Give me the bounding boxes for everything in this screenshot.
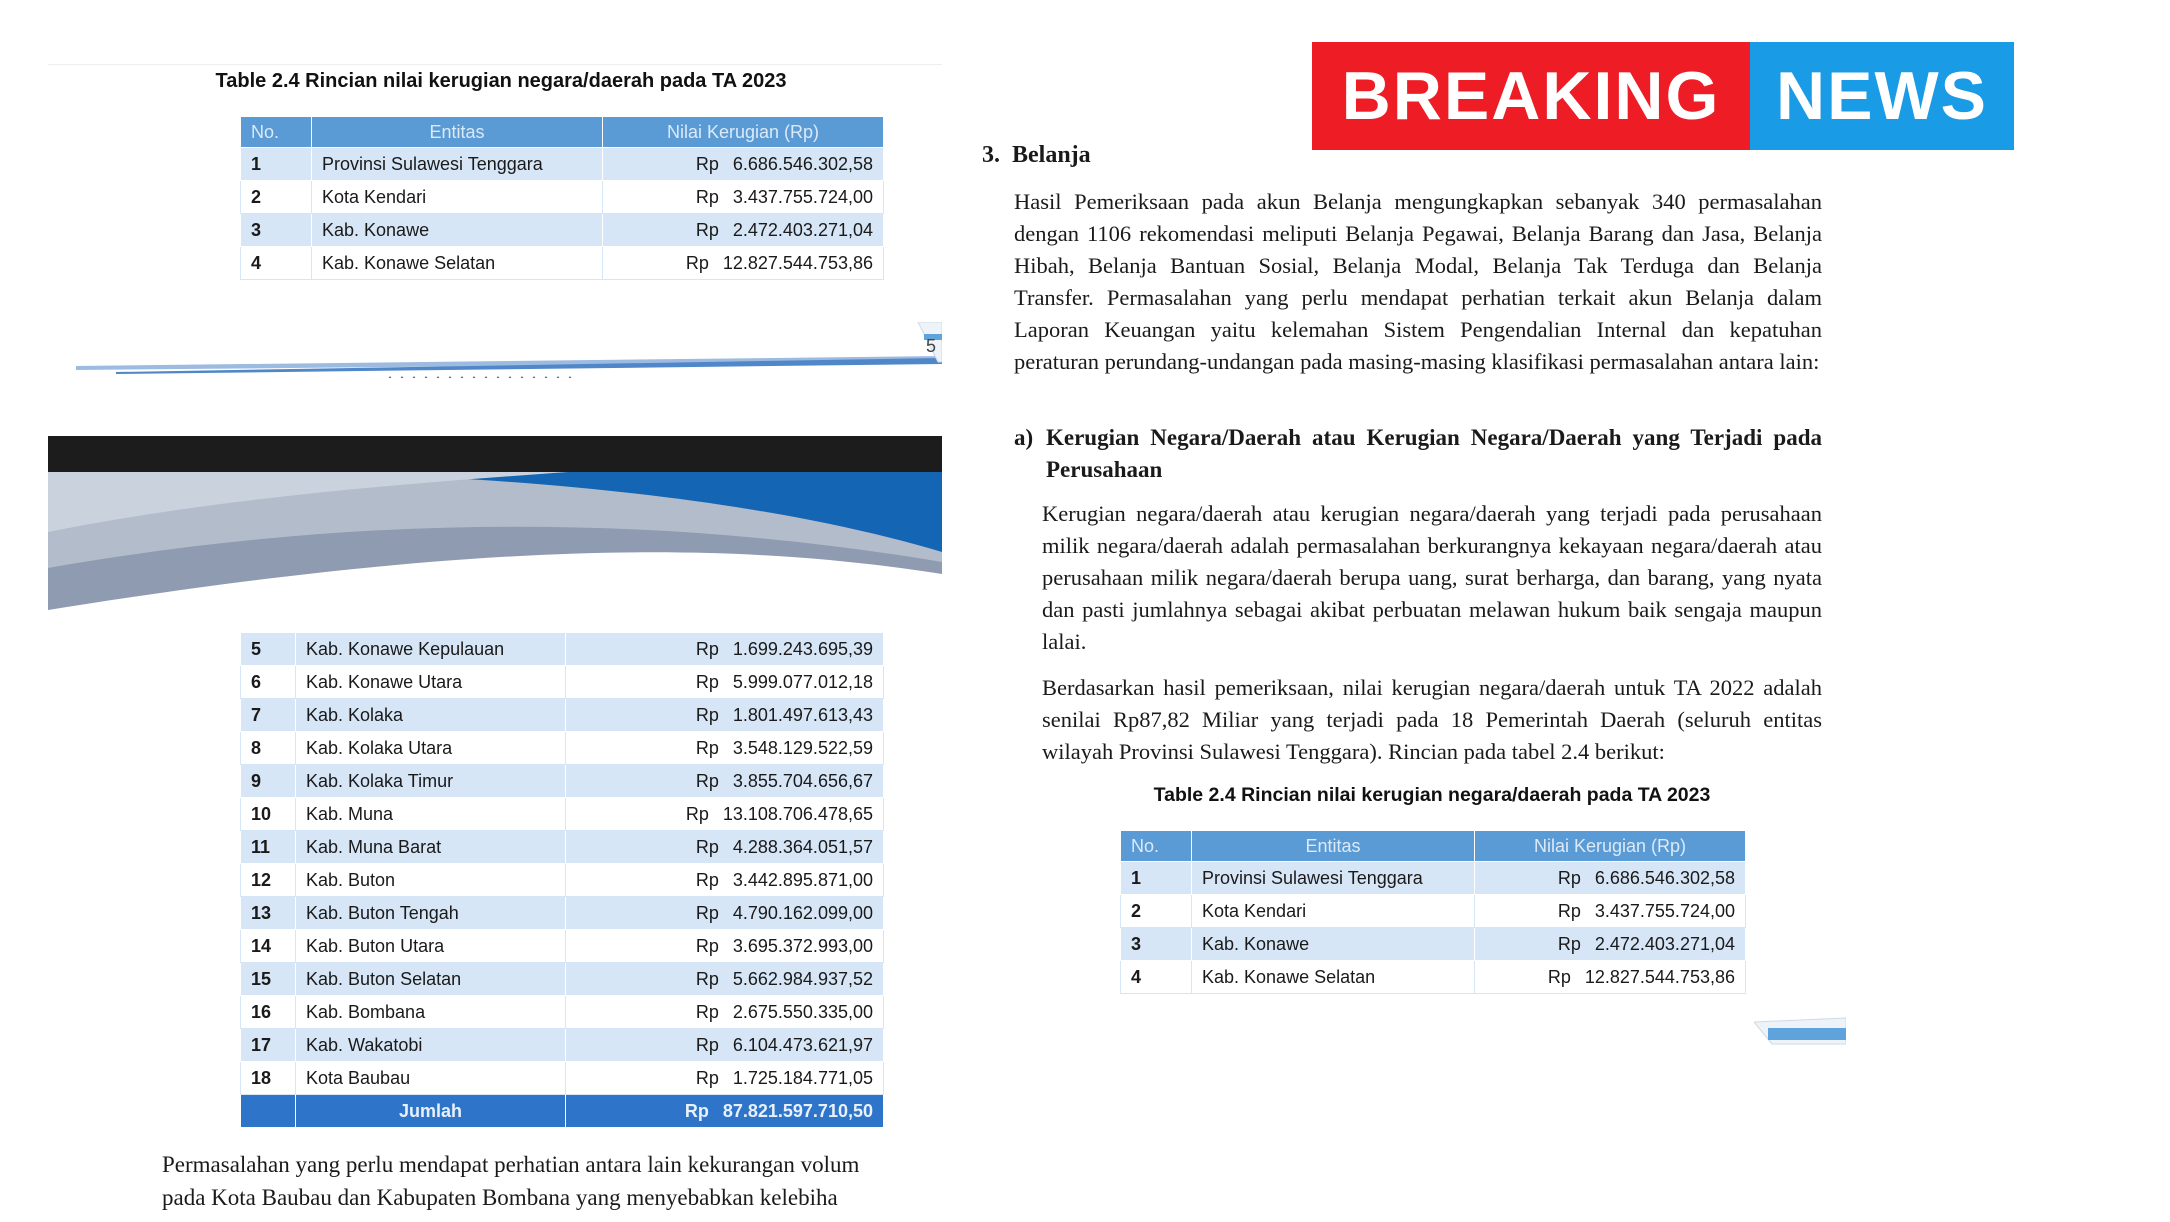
row-entity: Kab. Wakatobi xyxy=(296,1029,566,1062)
total-rp: Rp xyxy=(684,1100,709,1121)
row-number: 7 xyxy=(241,699,296,732)
row-entity: Provinsi Sulawesi Tenggara xyxy=(1192,862,1475,895)
row-value-cell xyxy=(1475,928,1746,961)
row-currency: Rp xyxy=(695,704,719,725)
row-entity: Kab. Konawe xyxy=(312,214,603,247)
row-currency: Rp xyxy=(695,1034,719,1055)
row-currency: Rp xyxy=(695,1001,719,1022)
row-currency: Rp xyxy=(695,638,719,659)
row-value: 6.686.546.302,58 xyxy=(1594,867,1735,888)
row-number: 14 xyxy=(241,930,296,963)
row-value: 4.790.162.099,00 xyxy=(732,902,873,923)
row-entity: Kota Baubau xyxy=(296,1062,566,1095)
row-number: 10 xyxy=(241,798,296,831)
row-currency: Rp xyxy=(695,968,719,989)
row-currency: Rp xyxy=(685,252,709,273)
news-word: NEWS xyxy=(1776,58,1988,134)
total-value: 87.821.597.710,50 xyxy=(722,1100,873,1121)
row-value: 1.699.243.695,39 xyxy=(732,638,873,659)
table-row xyxy=(1121,928,1746,961)
row-entity: Kota Kendari xyxy=(312,181,603,214)
right-page-corner-decoration xyxy=(1754,1014,1846,1048)
row-entity: Kab. Buton xyxy=(296,864,566,897)
row-number: 13 xyxy=(241,897,296,930)
row-entity: Kab. Konawe Utara xyxy=(296,666,566,699)
row-number: 3 xyxy=(241,214,312,247)
row-number: 18 xyxy=(241,1062,296,1095)
row-number: 2 xyxy=(241,181,312,214)
row-value: 5.999.077.012,18 xyxy=(732,671,873,692)
row-value: 2.675.550.335,00 xyxy=(732,1001,873,1022)
row-entity: Kab. Kolaka Utara xyxy=(296,732,566,765)
row-currency: Rp xyxy=(695,186,719,207)
header-no: No. xyxy=(241,117,312,148)
row-number: 4 xyxy=(1121,961,1192,994)
row-entity: Kab. Kolaka xyxy=(296,699,566,732)
row-entity: Kab. Muna xyxy=(296,798,566,831)
section-number: 3. xyxy=(982,142,1000,168)
row-number: 5 xyxy=(241,633,296,666)
row-currency: Rp xyxy=(695,869,719,890)
row-number: 11 xyxy=(241,831,296,864)
row-currency: Rp xyxy=(1557,900,1581,921)
row-entity: Kab. Buton Selatan xyxy=(296,963,566,996)
table-header-row xyxy=(1121,831,1746,862)
left-footnote-line-2: pada Kota Baubau dan Kabupaten Bombana yang menyebabkan kelebiha xyxy=(162,1185,838,1210)
row-number: 17 xyxy=(241,1029,296,1062)
row-value-cell xyxy=(1475,862,1746,895)
row-value: 6.686.546.302,58 xyxy=(732,153,873,174)
row-value: 13.108.706.478,65 xyxy=(722,803,873,824)
sub-marker: a) xyxy=(1014,425,1034,450)
row-number: 16 xyxy=(241,996,296,1029)
row-currency: Rp xyxy=(1557,933,1581,954)
table-row xyxy=(1121,862,1746,895)
left-table-caption: Table 2.4 Rincian nilai kerugian negara/daerah pada TA 2023 xyxy=(215,70,787,92)
row-number: 12 xyxy=(241,864,296,897)
right-table-caption: Table 2.4 Rincian nilai kerugian negara/daerah pada TA 2023 xyxy=(1153,784,1711,806)
row-currency: Rp xyxy=(695,902,719,923)
row-value: 3.548.129.522,59 xyxy=(732,737,873,758)
section-heading xyxy=(982,142,1091,169)
table-row xyxy=(1121,961,1746,994)
breaking-word: BREAKING xyxy=(1341,58,1721,134)
row-value: 3.437.755.724,00 xyxy=(1594,900,1735,921)
row-value: 5.662.984.937,52 xyxy=(732,968,873,989)
row-value: 12.827.544.753,86 xyxy=(722,252,873,273)
row-number: 3 xyxy=(1121,928,1192,961)
paragraph-definition: Kerugian negara/daerah atau kerugian negara/daerah yang terjadi pada perusahaan milik negara/daerah adalah permasalahan berkurangnya kekayaan negara/daerah atau perusahaan milik negara/daerah berupa uang, surat berharga, dan barang, yang nyata dan pasti jumlahnya sebagai akibat perbuatan melawan hukum baik sengaja maupun lalai. xyxy=(1042,501,1822,654)
table-row xyxy=(1121,895,1746,928)
row-entity: Kota Kendari xyxy=(1192,895,1475,928)
row-currency: Rp xyxy=(695,671,719,692)
row-entity: Kab. Buton Utara xyxy=(296,930,566,963)
row-entity: Kab. Konawe Selatan xyxy=(1192,961,1475,994)
header-entitas: Entitas xyxy=(312,117,603,148)
row-currency: Rp xyxy=(695,219,719,240)
total-label: Jumlah xyxy=(296,1095,566,1128)
header-nilai: Nilai Kerugian (Rp) xyxy=(1475,831,1746,862)
row-value: 12.827.544.753,86 xyxy=(1584,966,1735,987)
paragraph-belanja: Hasil Pemeriksaan pada akun Belanja mengungkapkan sebanyak 340 permasalahan dengan 1106 rekomendasi meliputi Belanja Pegawai, Belanja Barang dan Jasa, Belanja Hibah, Belanja Bantuan Sosial, Belanja Modal, Belanja Tak Terduga dan Belanja Transfer. Permasalahan yang perlu mendapat perhatian terkait akun Belanja dalam Laporan Keuangan yaitu kelemahan Sistem Pengendalian Internal dan kepatuhan peraturan perundang-undangan pada masing-masing klasifikasi permasalahan antara lain: xyxy=(1014,189,1822,374)
row-entity: Kab. Konawe Kepulauan xyxy=(296,633,566,666)
row-number: 4 xyxy=(241,247,312,280)
row-value-cell xyxy=(1475,961,1746,994)
row-value: 3.437.755.724,00 xyxy=(732,186,873,207)
row-entity: Kab. Konawe Selatan xyxy=(312,247,603,280)
row-currency: Rp xyxy=(695,737,719,758)
row-currency: Rp xyxy=(695,836,719,857)
right-table xyxy=(1120,830,1746,994)
row-currency: Rp xyxy=(695,1067,719,1088)
row-number: 8 xyxy=(241,732,296,765)
row-number: 6 xyxy=(241,666,296,699)
row-value-cell xyxy=(1475,895,1746,928)
row-number: 1 xyxy=(241,148,312,181)
section-title: Belanja xyxy=(1012,142,1091,168)
header-no: No. xyxy=(1121,831,1192,862)
row-value: 2.472.403.271,04 xyxy=(732,219,873,240)
row-currency: Rp xyxy=(695,153,719,174)
paragraph-findings: Berdasarkan hasil pemeriksaan, nilai kerugian negara/daerah untuk TA 2022 adalah senilai Rp87,82 Miliar yang terjadi pada 18 Pemerintah Daerah (seluruh entitas wilayah Provinsi Sulawesi Tenggara). Rincian pada tabel 2.4 berikut: xyxy=(1042,675,1822,764)
row-number: 1 xyxy=(1121,862,1192,895)
row-currency: Rp xyxy=(1547,966,1571,987)
row-value: 2.472.403.271,04 xyxy=(1594,933,1735,954)
row-entity: Kab. Buton Tengah xyxy=(296,897,566,930)
header-entitas: Entitas xyxy=(1192,831,1475,862)
row-entity: Provinsi Sulawesi Tenggara xyxy=(312,148,603,181)
row-value: 1.801.497.613,43 xyxy=(732,704,873,725)
header-nilai: Nilai Kerugian (Rp) xyxy=(603,117,884,148)
row-number: 2 xyxy=(1121,895,1192,928)
page-number: 5 xyxy=(926,336,937,356)
row-entity: Kab. Muna Barat xyxy=(296,831,566,864)
row-currency: Rp xyxy=(685,803,709,824)
row-value: 3.855.704.656,67 xyxy=(732,770,873,791)
sub-heading-kerugian: Kerugian Negara/Daerah atau Kerugian Negara/Daerah yang Terjadi pada Perusahaan xyxy=(1046,425,1822,482)
row-entity: Kab. Kolaka Timur xyxy=(296,765,566,798)
row-number: 15 xyxy=(241,963,296,996)
row-value: 1.725.184.771,05 xyxy=(732,1067,873,1088)
row-value: 3.442.895.871,00 xyxy=(732,869,873,890)
row-value: 3.695.372.993,00 xyxy=(732,935,873,956)
row-value: 6.104.473.621,97 xyxy=(732,1034,873,1055)
row-entity: Kab. Bombana xyxy=(296,996,566,1029)
row-value: 4.288.364.051,57 xyxy=(732,836,873,857)
left-footnote-line-1: Permasalahan yang perlu mendapat perhatian antara lain kekurangan volum xyxy=(162,1152,860,1177)
row-entity: Kab. Konawe xyxy=(1192,928,1475,961)
row-currency: Rp xyxy=(695,770,719,791)
row-currency: Rp xyxy=(1557,867,1581,888)
row-currency: Rp xyxy=(695,935,719,956)
row-number: 9 xyxy=(241,765,296,798)
